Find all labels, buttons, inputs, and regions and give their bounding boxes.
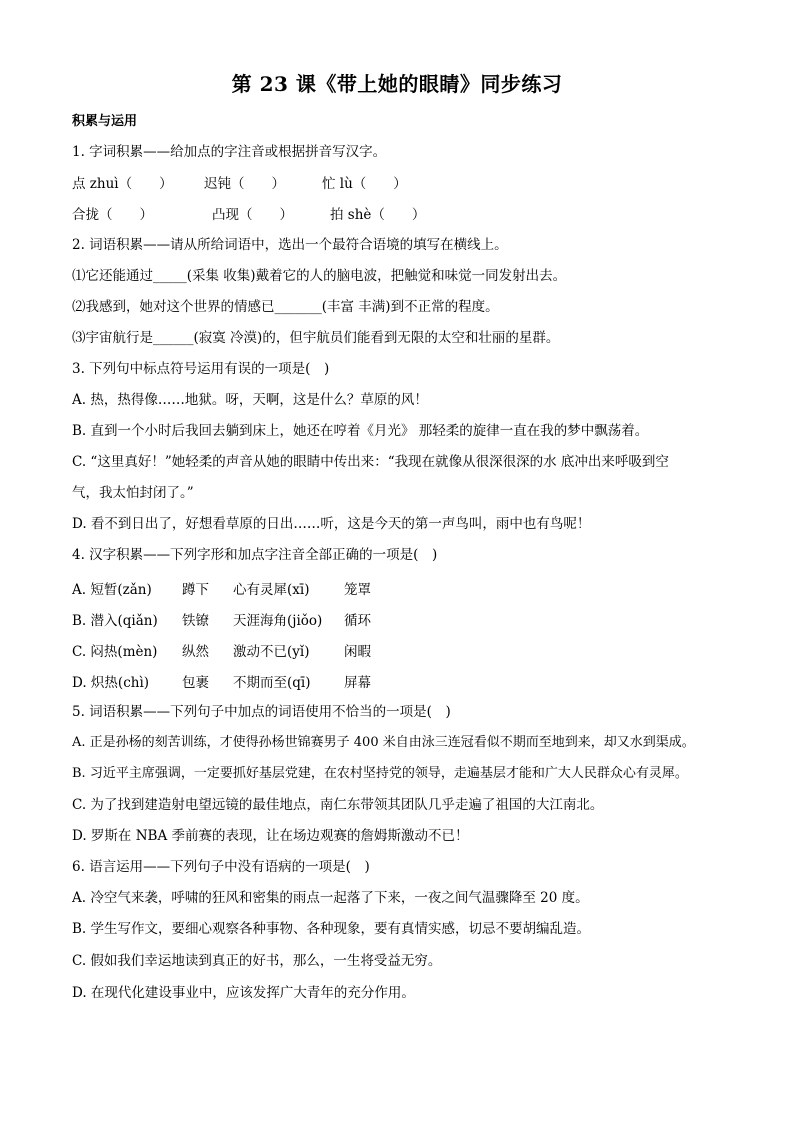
q4-c-col-2: 纵然 xyxy=(182,644,209,660)
q4-b-col-1: B. 潜入(qiǎn) xyxy=(72,613,158,629)
q1-item-3: 忙 lù（ ） xyxy=(322,176,407,192)
q2-item-2: ⑵我感到，她对这个世界的情感已_______(丰富 丰满)到不正常的程度。 xyxy=(72,299,499,315)
q3-option-d: D. 看不到日出了，好想看草原的日出……听，这是今天的第一声鸟叫，雨中也有鸟呢！ xyxy=(72,516,591,532)
q3-option-b: B. 直到一个小时后我回去躺到床上，她还在哼着《月光》 那轻柔的旋律一直在我的梦中飘荡着。 xyxy=(72,423,649,439)
q1-item-2: 迟钝（ ） xyxy=(204,176,285,192)
q4-d-col-3: 不期而至(qī) xyxy=(233,675,311,691)
q4-a-col-1: A. 短暂(zǎn) xyxy=(72,582,152,598)
q4-c-col-4: 闲暇 xyxy=(344,644,371,660)
q2-item-1: ⑴它还能通过_____(采集 收集)戴着它的人的脑电波，把触觉和味觉一同发射出去。 xyxy=(72,268,567,284)
q6-option-d: D. 在现代化建设事业中，应该发挥广大青年的充分作用。 xyxy=(72,985,415,1001)
question-2-stem: 2. 词语积累——请从所给词语中，选出一个最符合语境的填写在横线上。 xyxy=(72,237,508,253)
q4-b-col-4: 循环 xyxy=(344,613,371,629)
q1-item-4: 合拢（ ） xyxy=(72,207,153,223)
q4-a-col-3: 心有灵犀(xī) xyxy=(233,582,310,598)
question-6-stem: 6. 语言运用——下列句子中没有语病的一项是( ) xyxy=(72,859,370,875)
q4-a-col-4: 笼罩 xyxy=(344,582,371,598)
q5-option-a: A. 正是孙杨的刻苦训练，才使得孙杨世锦赛男子 400 米自由泳三连冠看似不期而至地到来，却又水到渠成。 xyxy=(72,735,695,750)
q4-b-col-2: 铁镣 xyxy=(182,613,209,629)
q1-item-6: 拍 shè（ ） xyxy=(330,207,426,223)
q4-d-col-1: D. 炽热(chì) xyxy=(72,675,150,691)
q5-option-b: B. 习近平主席强调，一定要抓好基层党建，在农村坚持党的领导，走遍基层才能和广大人民群众心有灵犀。 xyxy=(72,766,688,781)
q2-item-3: ⑶宇宙航行是______(寂寞 冷漠)的，但宇航员们能看到无限的太空和壮丽的星群。 xyxy=(72,330,560,346)
q4-d-col-2: 包裹 xyxy=(182,675,209,691)
question-3-stem: 3. 下列句中标点符号运用有误的一项是( ) xyxy=(72,361,330,377)
q4-c-col-1: C. 闷热(mèn) xyxy=(72,644,158,660)
question-4-stem: 4. 汉字积累——下列字形和加点字注音全部正确的一项是( ) xyxy=(72,547,438,563)
q1-item-5: 凸现（ ） xyxy=(212,207,293,223)
question-5-stem: 5. 词语积累——下列句子中加点的词语使用不恰当的一项是( ) xyxy=(72,704,451,720)
q3-option-c-line-1: C. “这里真好！”她轻柔的声音从她的眼睛中传出来：“我现在就像从很深很深的水 底冲出来呼吸到空 xyxy=(72,454,669,470)
section-heading: 积累与运用 xyxy=(72,114,138,129)
q3-option-c-line-2: 气，我太怕封闭了。” xyxy=(72,485,194,501)
q6-option-c: C. 假如我们幸运地读到真正的好书，那么，一生将受益无穷。 xyxy=(72,953,442,969)
q1-item-1: 点 zhuì（ ） xyxy=(72,176,173,192)
page-title: 第 23 课《带上她的眼睛》同步练习 xyxy=(231,72,563,96)
q6-option-a: A. 冷空气来袭，呼啸的狂风和密集的雨点一起落了下来，一夜之间气温骤降至 20 度。 xyxy=(72,890,589,906)
q6-option-b: B. 学生写作文，要细心观察各种事物、各种现象，要有真情实感，切忌不要胡编乱造。 xyxy=(72,921,591,937)
question-1-stem: 1. 字词积累——给加点的字注音或根据拼音写汉字。 xyxy=(72,144,387,160)
q4-c-col-3: 激动不已(yǐ) xyxy=(233,644,310,660)
q4-d-col-4: 屏幕 xyxy=(344,675,371,691)
q5-option-d: D. 罗斯在 NBA 季前赛的表现，让在场边观赛的詹姆斯激动不已！ xyxy=(72,828,469,844)
q5-option-c: C. 为了找到建造射电望远镜的最佳地点，南仁东带领其团队几乎走遍了祖国的大江南北。 xyxy=(72,797,604,813)
q4-b-col-3: 天涯海角(jiǒo) xyxy=(233,613,323,629)
q4-a-col-2: 蹲下 xyxy=(182,582,209,598)
q3-option-a: A. 热，热得像……地狱。呀，天啊，这是什么？草原的风！ xyxy=(72,392,428,408)
